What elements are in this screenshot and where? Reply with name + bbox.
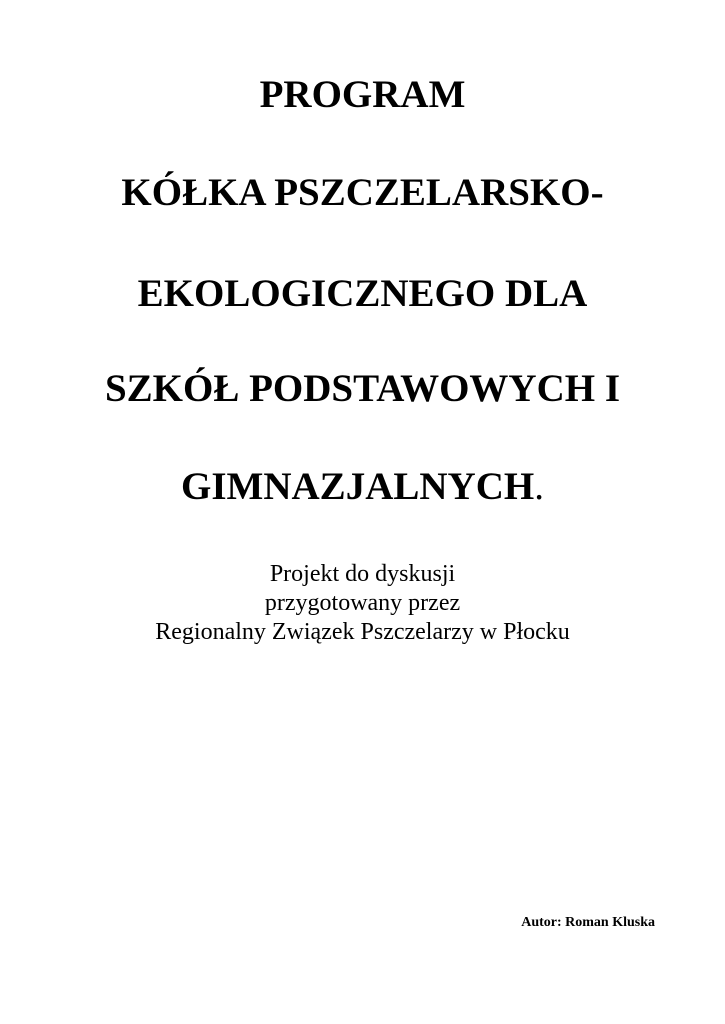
title-line-4: SZKÓŁ PODSTAWOWYCH I (104, 367, 621, 410)
title-line-5 (0, 464, 725, 510)
subtitle-line-2: przygotowany przez (264, 590, 461, 616)
subtitle-line-1: Projekt do dyskusji (269, 561, 456, 587)
title-line-2: KÓŁKA PSZCZELARSKO- (121, 171, 604, 214)
title-end-period: . (534, 465, 544, 508)
subtitle-line-3: Regionalny Związek Pszczelarzy w Płocku (155, 619, 570, 645)
title-line-3: EKOLOGICZNEGO DLA (137, 272, 588, 315)
title-line-5-text: GIMNAZJALNYCH (181, 465, 535, 508)
subtitle-block (0, 560, 725, 647)
author-credit: Autor: Roman Kluska (521, 915, 655, 930)
title-line-1: PROGRAM (259, 73, 466, 116)
